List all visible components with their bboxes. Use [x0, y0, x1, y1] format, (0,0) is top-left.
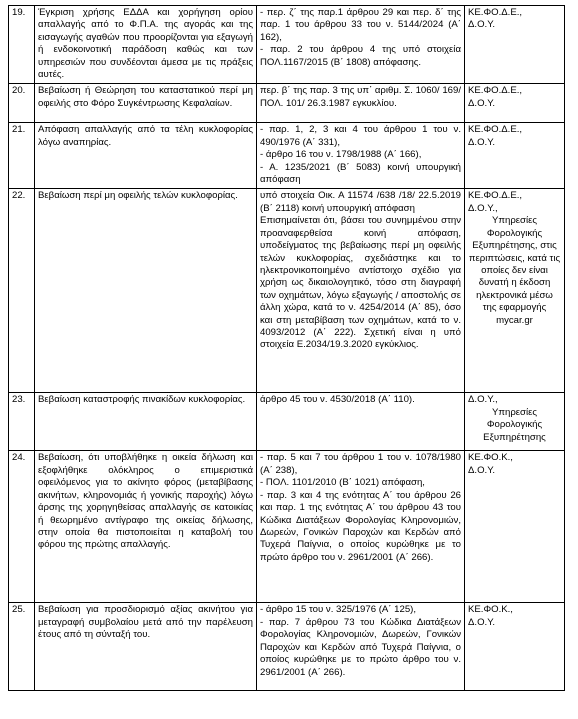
row-description: Βεβαίωση καταστροφής πινακίδων κυκλοφορίας. — [35, 393, 257, 451]
row-legal-basis — [257, 189, 465, 393]
legal-item: - παρ. 3 και 4 της ενότητας Α΄ του άρθρου 26 και παρ. 1 της ενότητας Α΄ του άρθρου 43 του Κώδικα Διατάξεων Φορολογίας Κληρονομιών, Δωρεών, Γονικών Παροχών και Κερδών από Τυχερά Παίγνια, ο οποίος κυρώθηκε με το πρώτο άρθρο του ν. 2961/2001 (Α΄ 266). — [260, 489, 461, 563]
table-row — [9, 393, 565, 451]
row-authority — [465, 603, 565, 691]
legal-item: - Α. 1235/2021 (Β΄ 5083) κοινή υπουργική απόφαση — [260, 161, 461, 186]
authority-item: ΚΕ.ΦΟ.Δ.Ε., — [468, 7, 523, 18]
row-number: 25. — [9, 603, 35, 691]
row-number: 19. — [9, 6, 35, 84]
authority-item: Δ.Ο.Υ., — [468, 394, 498, 406]
legal-item: υπό στοιχεία Οικ. Α 11574 /638 /18/ 22.5.2019 (Β΄ 2118) κοινή υπουργική απόφαση — [260, 190, 461, 214]
row-number: 21. — [9, 123, 35, 189]
authority-item: Δ.Ο.Υ. — [468, 464, 496, 476]
row-legal-basis — [257, 603, 465, 691]
row-description: Απόφαση απαλλαγής από τα τέλη κυκλοφορίας λόγω αναπηρίας. — [35, 123, 257, 189]
table-row — [9, 6, 565, 84]
row-legal-basis — [257, 84, 465, 123]
authority-item: ΚΕ.ΦΟ.Δ.Ε., — [468, 124, 523, 136]
row-authority — [465, 451, 565, 603]
legal-item: - παρ. 5 και 7 του άρθρου 1 του ν. 1078/1980 (Α΄ 238), — [260, 452, 461, 476]
table-row — [9, 189, 565, 393]
row-description: Έγκριση χρήσης ΕΔΔΑ και χορήγηση ορίου απαλλαγής από το Φ.Π.Α. της αγοράς και της εισαγωγής αγαθών που προορίζονται για εξαγωγή ή ενδοκοινοτική παράδοση καθώς και των υπηρεσιών που συνδέονται άμεσα με τις πράξεις αυτές. — [35, 6, 257, 84]
legal-item: άρθρο 45 του ν. 4530/2018 (Α΄ 110). — [260, 394, 415, 406]
row-legal-basis — [257, 6, 465, 84]
row-authority — [465, 6, 565, 84]
authority-item: Υπηρεσίες Φορολογικής Εξυπηρέτησης, στις περιπτώσεις, κατά τις οποίες δεν είναι δυνατή η έκδοση ηλεκτρονικά μέσω της εφαρμογής mycar.gr — [468, 215, 561, 326]
authority-item: Δ.Ο.Υ. — [468, 136, 496, 148]
table-row — [9, 451, 565, 603]
legal-item: - παρ. 2 του άρθρου 4 της υπό στοιχεία ΠΟΛ.1167/2015 (Β΄ 1808) απόφασης. — [260, 44, 461, 68]
legal-item: - παρ. 1, 2, 3 και 4 του άρθρου 1 του ν. 490/1976 (Α΄ 331), — [260, 124, 461, 148]
authority-item: ΚΕ.ΦΟ.Δ.Ε., — [468, 85, 523, 97]
legal-item: - παρ. 7 άρθρου 73 του Κώδικα Διατάξεων Φορολογίας Κληρονομιών, Δωρεών, Γονικών Παροχών και Κερδών από Τυχερά Παίγνια, ο οποίος κυρώθηκε με το πρώτο άρθρο του ν. 2961/2001 (Α΄ 266). — [260, 616, 461, 678]
legal-item: περ. β΄ της παρ. 3 της υπ΄ αριθμ. Σ. 1060/ 169/ ΠΟΛ. 101/ 26.3.1987 εγκυκλίου. — [260, 85, 461, 109]
authority-item: Δ.Ο.Υ., — [468, 202, 498, 214]
services-table — [8, 5, 565, 691]
legal-item: - άρθρο 16 του ν. 1798/1988 (Α΄ 166), — [260, 149, 422, 161]
row-authority — [465, 189, 565, 393]
table-row — [9, 123, 565, 189]
row-description: Βεβαίωση για προσδιορισμό αξίας ακινήτου για μεταγραφή συμβολαίου μετά από την παρέλευση έτους από τη σύνταξή του. — [35, 603, 257, 691]
authority-item: ΚΕ.ΦΟ.Δ.Ε., — [468, 190, 523, 202]
authority-item: Δ.Ο.Υ. — [468, 616, 496, 628]
legal-item: Επισημαίνεται ότι, βάσει του συνημμένου στην προαναφερθείσα κοινή απόφαση, υποδείγματος της βεβαίωσης περί μη οφειλής τελών κυκλοφορίας, σχεδιάστηκε και το ηλεκτρονικοποιημένο αντίστοιχο σχέδιο για χρήση ως δικαιολογητικό, τόσο στη διαγραφή των οχημάτων, λόγω εξαγωγής / αποστολής σε άλλη χώρα, κατά το ν. 4254/2014 (Α΄ 85), όσο και στη μεταβίβαση των οχημάτων, κατά το ν. 4093/2012 (Α΄ 222). Σχετική είναι η υπό στοιχεία Ε.2034/19.3.2020 εγκύκλιος. — [260, 215, 461, 351]
legal-item: - άρθρο 15 του ν. 325/1976 (Α΄ 125), — [260, 604, 417, 616]
row-legal-basis — [257, 393, 465, 451]
row-description: Βεβαίωση ή Θεώρηση του καταστατικού περί μη οφειλής στο Φόρο Συγκέντρωσης Κεφαλαίων. — [35, 84, 257, 123]
legal-item: - ΠΟΛ. 1101/2010 (Β΄ 1021) απόφαση, — [260, 477, 425, 489]
row-number: 23. — [9, 393, 35, 451]
row-authority — [465, 84, 565, 123]
legal-item: - περ. ζ΄ της παρ.1 άρθρου 29 και περ. δ΄ της παρ. 1 του άρθρου 33 του ν. 5144/2024 (Α΄ 162), — [260, 7, 461, 43]
authority-item: Δ.Ο.Υ. — [468, 97, 496, 109]
row-number: 22. — [9, 189, 35, 393]
authority-item: Υπηρεσίες Φορολογικής Εξυπηρέτησης — [483, 406, 546, 443]
authority-item: Δ.Ο.Υ. — [468, 19, 496, 31]
row-authority — [465, 393, 565, 451]
table-row — [9, 84, 565, 123]
row-description: Βεβαίωση περί μη οφειλής τελών κυκλοφορίας. — [35, 189, 257, 393]
row-number: 24. — [9, 451, 35, 603]
authority-item: ΚΕ.ΦΟ.Κ., — [468, 452, 513, 464]
authority-item: ΚΕ.ΦΟ.Κ., — [468, 604, 513, 616]
row-description: Βεβαίωση, ότι υποβλήθηκε η οικεία δήλωση και εξοφλήθηκε ολόκληρος ο επιμεριστικά οφειλόμενος για το ακίνητο φόρος (μεταβίβασης ακινήτων, κληρονομιάς ή γονικής παροχής) λόγω άρσης της χορηγηθείσας απαλλαγής σε κατοικίας ή θεωρημένο αντίγραφο της οικείας δήλωσης, στην οποία θα πιστοποιείται η καταβολή του φόρου της πρώτης απαλλαγής. — [35, 451, 257, 603]
row-authority — [465, 123, 565, 189]
table-row — [9, 603, 565, 691]
row-legal-basis — [257, 123, 465, 189]
row-number: 20. — [9, 84, 35, 123]
row-legal-basis — [257, 451, 465, 603]
